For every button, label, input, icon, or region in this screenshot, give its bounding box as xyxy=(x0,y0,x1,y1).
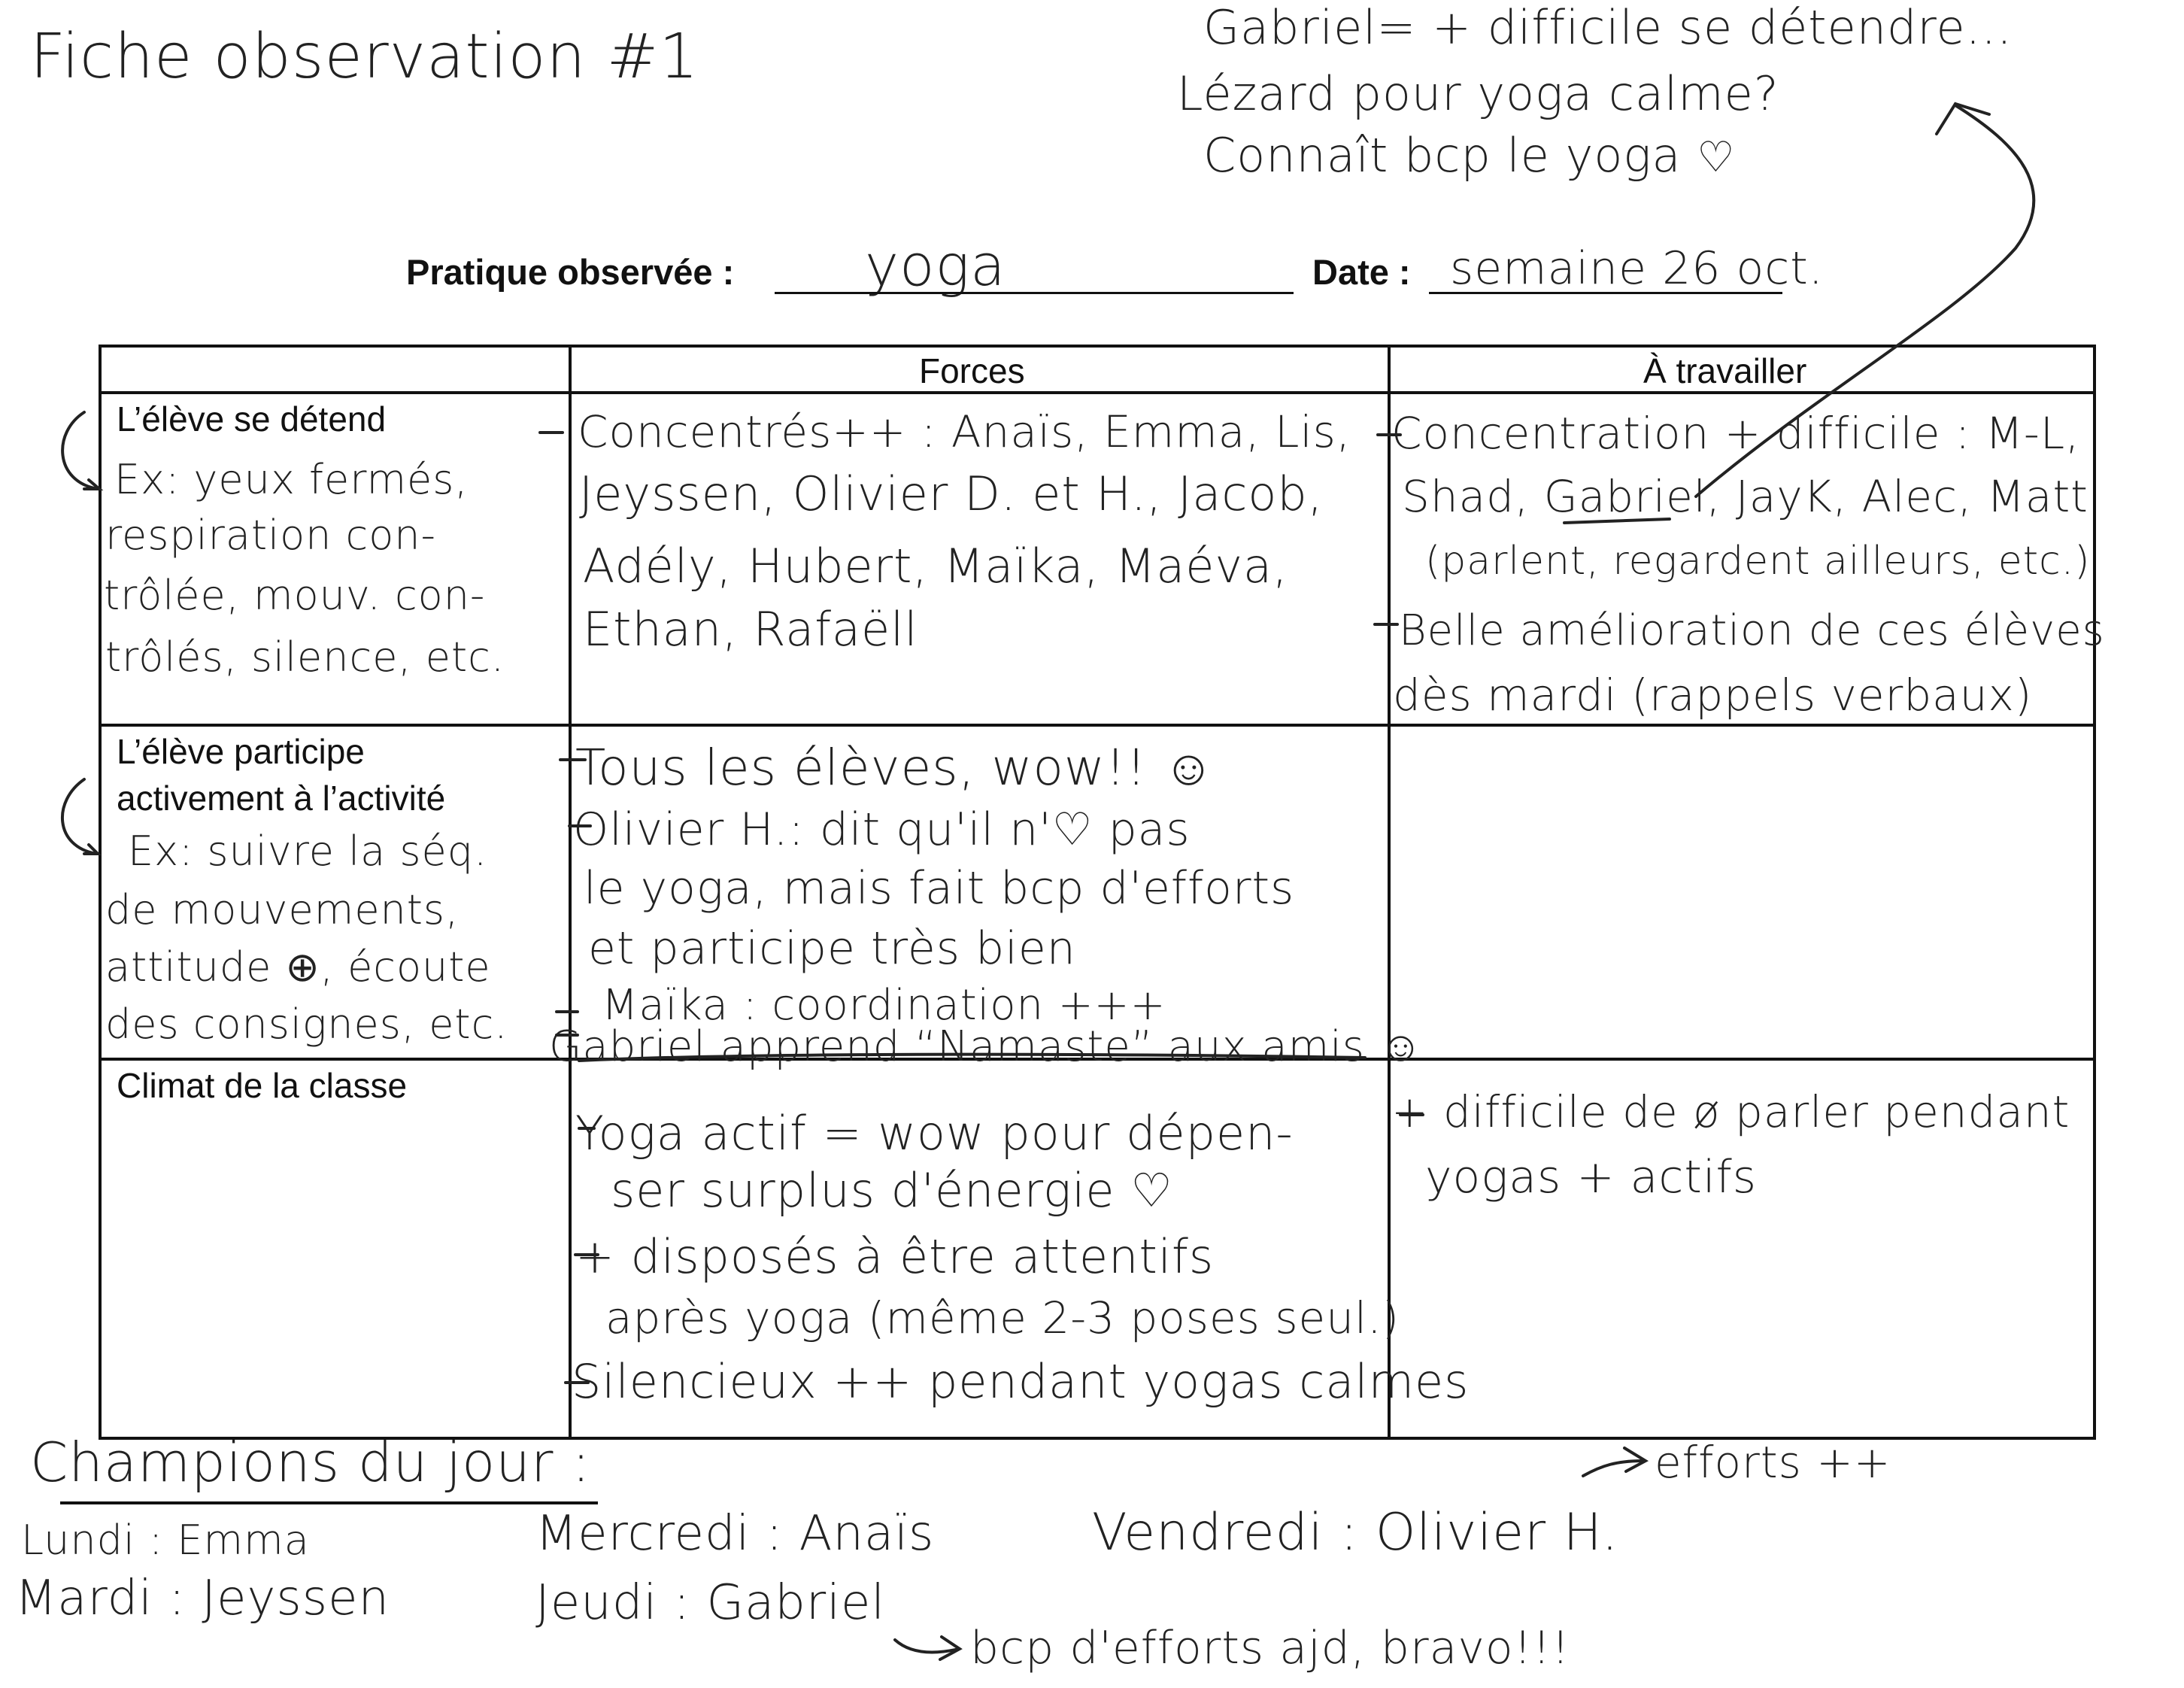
row2-forces-5: Maïka : coordination +++ xyxy=(602,981,1166,1030)
row1-example-3: trôlée, mouv. con- xyxy=(104,572,486,619)
row3-forces-4: après yoga (même 2-3 poses seul.) xyxy=(605,1292,1400,1343)
row1-travailler-1: Concentration + difficile : M-L, xyxy=(1391,408,2080,459)
column-header-forces: Forces xyxy=(919,351,1025,390)
top-note-line-2: Lézard pour yoga calme? xyxy=(1177,66,1779,121)
row3-forces-5: Silencieux ++ pendant yogas calmes xyxy=(572,1354,1470,1409)
row2-example-4: des consignes, etc. xyxy=(105,1000,508,1048)
row1-travailler-3: (parlent, regardent ailleurs, etc.) xyxy=(1425,539,2091,584)
top-note-line-3-text: Connaît bcp le yoga xyxy=(1203,128,1682,183)
row2-example-3: attitude ⊕, écoute xyxy=(105,943,491,991)
row1-forces-4: Ethan, Rafaëll xyxy=(583,602,918,657)
row-label-climat: Climat de la classe xyxy=(117,1066,408,1105)
row2-forces-6: Gabriel apprend “Namaste” aux amis ☺ xyxy=(549,1022,1423,1071)
row1-travailler-4: Belle amélioration de ces élèves xyxy=(1399,606,2105,655)
date-value: semaine 26 oct. xyxy=(1450,242,1824,295)
row2-forces-4: et participe très bien xyxy=(588,922,1076,975)
row2-forces-3: le yoga, mais fait bcp d'efforts xyxy=(584,862,1295,915)
row-label-participe-2: activement à l’activité xyxy=(117,779,446,818)
row1-example-4: trôlés, silence, etc. xyxy=(105,633,505,681)
practice-label: Pratique observée : xyxy=(406,252,735,292)
champions-underline xyxy=(60,1501,598,1504)
row3-forces-2: ser surplus d'énergie ♡ xyxy=(611,1163,1173,1218)
row1-travailler-5: dès mardi (rappels verbaux) xyxy=(1393,669,2033,721)
row3-forces-1: Yoga actif = wow pour dépen- xyxy=(575,1106,1294,1161)
champion-lundi: Lundi : Emma xyxy=(21,1516,310,1564)
bracket-row2-arrow xyxy=(84,845,98,854)
row1-example-1: Ex: yeux fermés, xyxy=(114,456,469,503)
heart-icon: ♡ xyxy=(1697,133,1736,182)
row3-travailler-1: + difficile de ø parler pendant xyxy=(1391,1086,2070,1137)
row2-example-1: Ex: suivre la séq. xyxy=(128,827,488,875)
date-underline xyxy=(1429,292,1782,294)
page-title: Fiche observation #1 xyxy=(30,21,699,93)
row3-travailler-2: yogas + actifs xyxy=(1425,1151,1758,1204)
champion-vendredi: Vendredi : Olivier H. xyxy=(1092,1503,1619,1562)
practice-value: yoga xyxy=(865,232,1006,299)
row-label-detend: L’élève se détend xyxy=(117,399,387,439)
top-note-line-1: Gabriel= + difficile se détendre... xyxy=(1203,0,2013,55)
row1-forces-3: Adély, Hubert, Maïka, Maéva, xyxy=(583,539,1288,594)
row3-forces-3: + disposés à être attentifs xyxy=(575,1229,1215,1284)
date-label: Date : xyxy=(1312,252,1411,292)
note-efforts: efforts ++ xyxy=(1655,1437,1891,1488)
bracket-row1-arrow xyxy=(84,480,99,489)
top-note-line-3 xyxy=(1203,128,1735,183)
row1-example-2: respiration con- xyxy=(105,512,436,559)
champion-mercredi: Mercredi : Anaïs xyxy=(535,1506,935,1562)
note-jeudi: bcp d'efforts ajd, bravo!!! xyxy=(970,1622,1570,1674)
row1-travailler-2: Shad, Gabriel, JayK, Alec, Matt xyxy=(1402,471,2088,522)
row2-forces-1: Tous les élèves, wow!! ☺ xyxy=(575,739,1215,797)
row2-example-2: de mouvements, xyxy=(105,886,460,934)
practice-underline xyxy=(775,292,1294,294)
column-header-travailler: À travailler xyxy=(1643,351,1807,390)
champions-heading: Champions du jour : xyxy=(30,1431,591,1494)
bracket-row2 xyxy=(62,779,96,854)
champion-jeudi: Jeudi : Gabriel xyxy=(535,1575,886,1631)
row2-forces-2: Olivier H.: dit qu'il n'♡ pas xyxy=(573,803,1191,856)
champion-mardi: Mardi : Jeyssen xyxy=(15,1571,390,1626)
row1-forces-1: Concentrés++ : Anaïs, Emma, Lis, xyxy=(578,406,1351,457)
row-label-participe-1: L’élève participe xyxy=(117,732,365,771)
row1-forces-2: Jeyssen, Olivier D. et H., Jacob, xyxy=(579,466,1324,521)
bracket-row1 xyxy=(62,412,98,489)
